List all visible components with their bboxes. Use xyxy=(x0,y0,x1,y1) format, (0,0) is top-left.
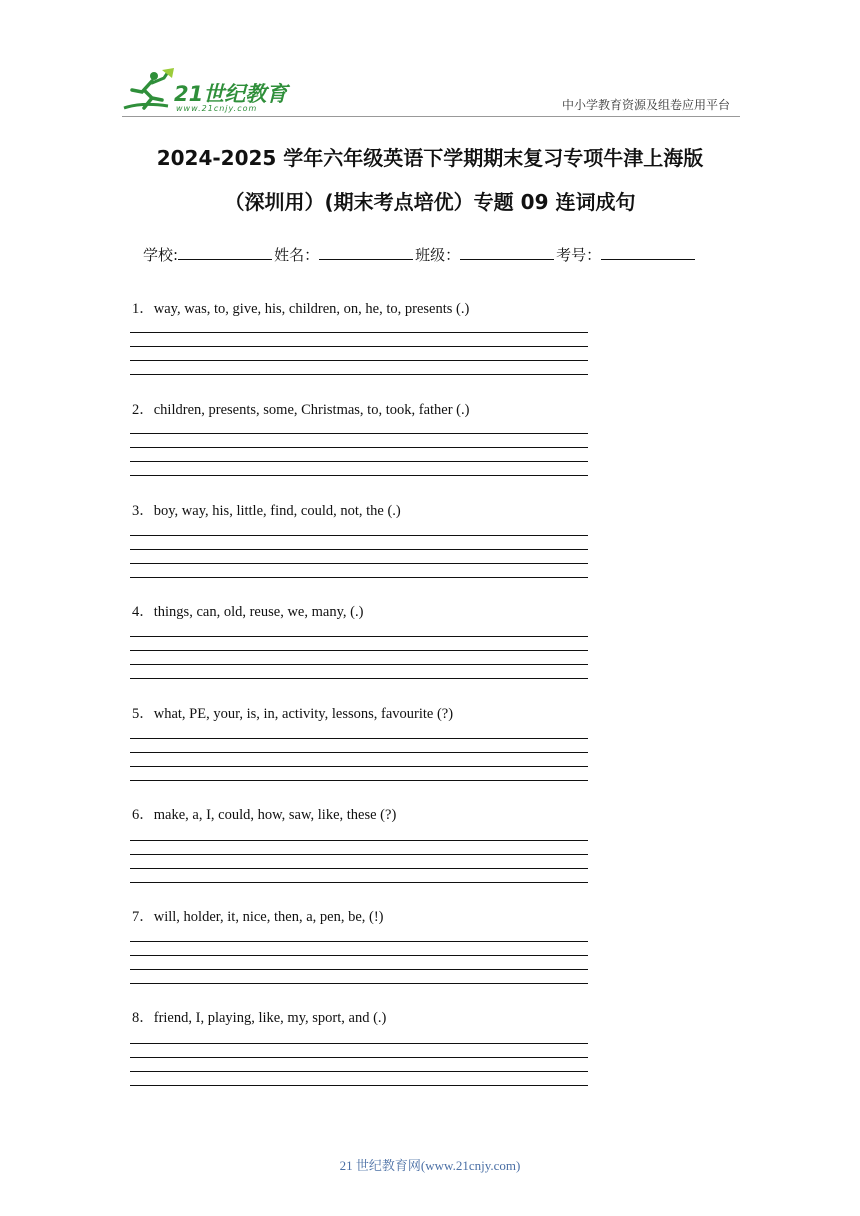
question-text: 2．children, presents, some, Christmas, to, took, father (.) xyxy=(132,402,470,418)
answer-line[interactable] xyxy=(130,461,588,462)
answer-line[interactable] xyxy=(130,941,588,942)
title-line-1: 2024-2025 学年六年级英语下学期期末复习专项牛津上海版 xyxy=(156,146,704,170)
answer-line[interactable] xyxy=(130,752,588,753)
question-text: 5．what, PE, your, is, in, activity, lessons, favourite (?) xyxy=(132,706,454,722)
page-footer: 21 世纪教育网(www.21cnjy.com) xyxy=(339,1158,521,1173)
logo xyxy=(122,68,292,114)
answer-line[interactable] xyxy=(130,475,588,476)
class-blank[interactable] xyxy=(460,245,554,260)
question-text: 8．friend, I, playing, like, my, sport, and (.) xyxy=(132,1010,387,1026)
answer-line[interactable] xyxy=(130,1057,588,1058)
number-blank[interactable] xyxy=(601,245,695,260)
answer-line[interactable] xyxy=(130,374,588,375)
question-5 xyxy=(130,702,590,723)
question-4 xyxy=(130,600,590,621)
name-label: 姓名： xyxy=(274,246,320,264)
question-text: 4．things, can, old, reuse, we, many, (.) xyxy=(132,604,364,620)
answer-line[interactable] xyxy=(130,868,588,869)
logo-url: www.21cnjy.com xyxy=(176,104,258,113)
answer-line[interactable] xyxy=(130,766,588,767)
answer-line[interactable] xyxy=(130,1043,588,1044)
question-3 xyxy=(130,499,590,520)
question-2 xyxy=(130,398,590,419)
answer-line[interactable] xyxy=(130,738,588,739)
answer-line[interactable] xyxy=(130,332,588,333)
class-label: 班级： xyxy=(415,246,461,264)
answer-line[interactable] xyxy=(130,882,588,883)
answer-line[interactable] xyxy=(130,549,588,550)
question-text: 3．boy, way, his, little, find, could, not, the (.) xyxy=(132,503,401,519)
student-info xyxy=(143,244,723,265)
answer-line[interactable] xyxy=(130,535,588,536)
name-blank[interactable] xyxy=(319,245,413,260)
number-label: 考号： xyxy=(556,246,602,264)
answer-line[interactable] xyxy=(130,447,588,448)
answer-line[interactable] xyxy=(130,955,588,956)
answer-line[interactable] xyxy=(130,1071,588,1072)
question-7 xyxy=(130,905,590,926)
answer-line[interactable] xyxy=(130,780,588,781)
answer-line[interactable] xyxy=(130,360,588,361)
question-1 xyxy=(130,297,590,318)
question-8 xyxy=(130,1006,590,1027)
answer-line[interactable] xyxy=(130,636,588,637)
title-line-2: （深圳用）(期末考点培优）专题 09 连词成句 xyxy=(224,190,636,214)
answer-line[interactable] xyxy=(130,563,588,564)
answer-line[interactable] xyxy=(130,983,588,984)
platform-label: 中小学教育资源及组卷应用平台 xyxy=(561,98,730,112)
school-label: 学校: xyxy=(143,246,179,264)
answer-line[interactable] xyxy=(130,346,588,347)
answer-line[interactable] xyxy=(130,854,588,855)
question-text: 1．way, was, to, give, his, children, on, he, to, presents (.) xyxy=(132,301,470,317)
question-6 xyxy=(130,803,590,824)
logo-text: 21世纪教育 xyxy=(174,82,288,106)
answer-line[interactable] xyxy=(130,1085,588,1086)
answer-line[interactable] xyxy=(130,840,588,841)
answer-line[interactable] xyxy=(130,650,588,651)
page-header xyxy=(0,0,860,120)
answer-line[interactable] xyxy=(130,577,588,578)
answer-line[interactable] xyxy=(130,678,588,679)
answer-line[interactable] xyxy=(130,664,588,665)
header-rule xyxy=(122,116,740,117)
question-text: 6．make, a, I, could, how, saw, like, these (?) xyxy=(132,807,397,823)
question-text: 7．will, holder, it, nice, then, a, pen, be, (!) xyxy=(132,909,384,925)
school-blank[interactable] xyxy=(178,245,272,260)
answer-line[interactable] xyxy=(130,969,588,970)
answer-line[interactable] xyxy=(130,433,588,434)
